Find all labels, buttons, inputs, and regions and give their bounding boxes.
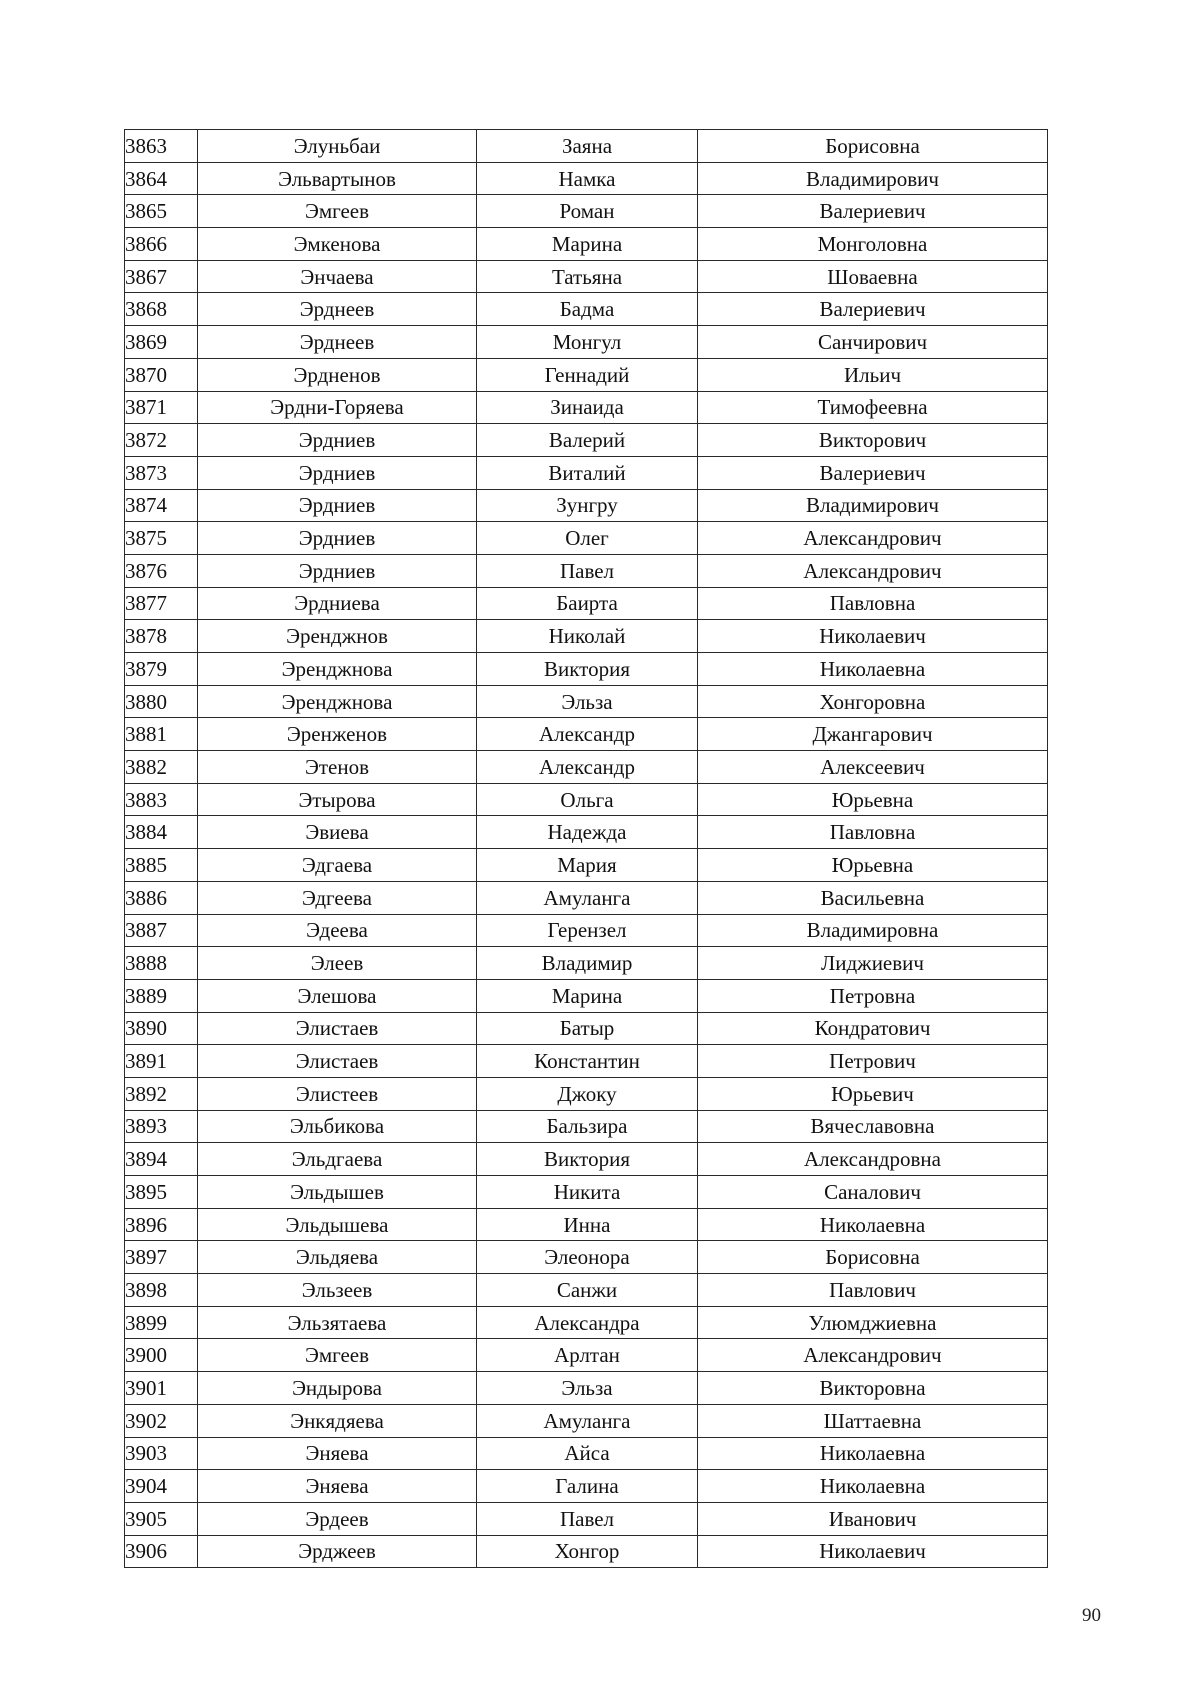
row-number-cell: 3900: [125, 1339, 198, 1372]
names-table: [124, 129, 1048, 1568]
last-name-cell: Эрдниев: [198, 424, 477, 457]
first-name-cell: Олег: [477, 522, 698, 555]
last-name-cell: Эндырова: [198, 1372, 477, 1405]
last-name-cell: Эльдышев: [198, 1176, 477, 1209]
last-name-cell: Эльвартынов: [198, 162, 477, 195]
first-name-cell: Амуланга: [477, 1404, 698, 1437]
first-name-cell: Александр: [477, 751, 698, 784]
first-name-cell: Виктория: [477, 1143, 698, 1176]
table-row: [125, 1176, 1048, 1209]
patronymic-cell: Алексеевич: [698, 751, 1048, 784]
table-row: [125, 947, 1048, 980]
last-name-cell: Этенов: [198, 751, 477, 784]
row-number-cell: 3867: [125, 260, 198, 293]
row-number-cell: 3901: [125, 1372, 198, 1405]
row-number-cell: 3895: [125, 1176, 198, 1209]
first-name-cell: Эльза: [477, 1372, 698, 1405]
row-number-cell: 3866: [125, 228, 198, 261]
patronymic-cell: Павловна: [698, 587, 1048, 620]
last-name-cell: Эльдяева: [198, 1241, 477, 1274]
last-name-cell: Эрдни-Горяева: [198, 391, 477, 424]
first-name-cell: Галина: [477, 1470, 698, 1503]
patronymic-cell: Тимофеевна: [698, 391, 1048, 424]
row-number-cell: 3873: [125, 456, 198, 489]
row-number-cell: 3902: [125, 1404, 198, 1437]
patronymic-cell: Шоваевна: [698, 260, 1048, 293]
first-name-cell: Джоку: [477, 1077, 698, 1110]
patronymic-cell: Владимирович: [698, 162, 1048, 195]
table-row: [125, 1077, 1048, 1110]
row-number-cell: 3882: [125, 751, 198, 784]
table-row: [125, 1045, 1048, 1078]
first-name-cell: Намка: [477, 162, 698, 195]
first-name-cell: Марина: [477, 228, 698, 261]
patronymic-cell: Николаевна: [698, 1437, 1048, 1470]
row-number-cell: 3863: [125, 130, 198, 163]
first-name-cell: Николай: [477, 620, 698, 653]
first-name-cell: Никита: [477, 1176, 698, 1209]
row-number-cell: 3872: [125, 424, 198, 457]
first-name-cell: Баирта: [477, 587, 698, 620]
first-name-cell: Герензел: [477, 914, 698, 947]
row-number-cell: 3893: [125, 1110, 198, 1143]
row-number-cell: 3880: [125, 685, 198, 718]
table-row: [125, 685, 1048, 718]
patronymic-cell: Владимирович: [698, 489, 1048, 522]
last-name-cell: Эдгаева: [198, 849, 477, 882]
first-name-cell: Батыр: [477, 1012, 698, 1045]
first-name-cell: Монгул: [477, 326, 698, 359]
page-number: 90: [1082, 1605, 1101, 1626]
row-number-cell: 3897: [125, 1241, 198, 1274]
row-number-cell: 3889: [125, 979, 198, 1012]
patronymic-cell: Санчирович: [698, 326, 1048, 359]
patronymic-cell: Петровна: [698, 979, 1048, 1012]
row-number-cell: 3885: [125, 849, 198, 882]
first-name-cell: Эльза: [477, 685, 698, 718]
last-name-cell: Эренджнов: [198, 620, 477, 653]
table-row: [125, 1404, 1048, 1437]
table-row: [125, 228, 1048, 261]
table-row: [125, 130, 1048, 163]
first-name-cell: Александра: [477, 1306, 698, 1339]
first-name-cell: Татьяна: [477, 260, 698, 293]
last-name-cell: Эренджнова: [198, 653, 477, 686]
first-name-cell: Валерий: [477, 424, 698, 457]
patronymic-cell: Николаевна: [698, 1208, 1048, 1241]
patronymic-cell: Петрович: [698, 1045, 1048, 1078]
table-row: [125, 195, 1048, 228]
patronymic-cell: Монголовна: [698, 228, 1048, 261]
row-number-cell: 3899: [125, 1306, 198, 1339]
first-name-cell: Роман: [477, 195, 698, 228]
row-number-cell: 3894: [125, 1143, 198, 1176]
row-number-cell: 3887: [125, 914, 198, 947]
patronymic-cell: Викторовна: [698, 1372, 1048, 1405]
table-row: [125, 522, 1048, 555]
row-number-cell: 3905: [125, 1502, 198, 1535]
patronymic-cell: Николаевна: [698, 653, 1048, 686]
row-number-cell: 3869: [125, 326, 198, 359]
first-name-cell: Бадма: [477, 293, 698, 326]
table-row: [125, 751, 1048, 784]
names-table-body: [125, 130, 1048, 1568]
row-number-cell: 3879: [125, 653, 198, 686]
last-name-cell: Эльдышева: [198, 1208, 477, 1241]
last-name-cell: Эрдненов: [198, 358, 477, 391]
patronymic-cell: Николаевич: [698, 1535, 1048, 1568]
patronymic-cell: Саналович: [698, 1176, 1048, 1209]
row-number-cell: 3904: [125, 1470, 198, 1503]
first-name-cell: Зунгру: [477, 489, 698, 522]
patronymic-cell: Иванович: [698, 1502, 1048, 1535]
row-number-cell: 3878: [125, 620, 198, 653]
row-number-cell: 3906: [125, 1535, 198, 1568]
last-name-cell: Элистеев: [198, 1077, 477, 1110]
table-row: [125, 489, 1048, 522]
last-name-cell: Эрдниев: [198, 456, 477, 489]
table-row: [125, 816, 1048, 849]
patronymic-cell: Ильич: [698, 358, 1048, 391]
patronymic-cell: Борисовна: [698, 1241, 1048, 1274]
last-name-cell: Эмгеев: [198, 195, 477, 228]
row-number-cell: 3874: [125, 489, 198, 522]
last-name-cell: Элуньбаи: [198, 130, 477, 163]
patronymic-cell: Юрьевна: [698, 783, 1048, 816]
first-name-cell: Хонгор: [477, 1535, 698, 1568]
patronymic-cell: Викторович: [698, 424, 1048, 457]
last-name-cell: Эняева: [198, 1470, 477, 1503]
row-number-cell: 3886: [125, 881, 198, 914]
row-number-cell: 3898: [125, 1274, 198, 1307]
patronymic-cell: Кондратович: [698, 1012, 1048, 1045]
table-row: [125, 1208, 1048, 1241]
row-number-cell: 3903: [125, 1437, 198, 1470]
patronymic-cell: Александрович: [698, 522, 1048, 555]
row-number-cell: 3892: [125, 1077, 198, 1110]
patronymic-cell: Шаттаевна: [698, 1404, 1048, 1437]
patronymic-cell: Валериевич: [698, 456, 1048, 489]
table-row: [125, 456, 1048, 489]
table-row: [125, 620, 1048, 653]
first-name-cell: Александр: [477, 718, 698, 751]
table-row: [125, 1110, 1048, 1143]
table-row: [125, 914, 1048, 947]
first-name-cell: Константин: [477, 1045, 698, 1078]
table-row: [125, 293, 1048, 326]
first-name-cell: Мария: [477, 849, 698, 882]
last-name-cell: Эмкенова: [198, 228, 477, 261]
first-name-cell: Надежда: [477, 816, 698, 849]
table-row: [125, 358, 1048, 391]
first-name-cell: Геннадий: [477, 358, 698, 391]
table-row: [125, 1372, 1048, 1405]
table-row: [125, 554, 1048, 587]
patronymic-cell: Вячеславовна: [698, 1110, 1048, 1143]
last-name-cell: Эльбикова: [198, 1110, 477, 1143]
table-row: [125, 1437, 1048, 1470]
last-name-cell: Эрдниев: [198, 489, 477, 522]
table-row: [125, 881, 1048, 914]
table-row: [125, 1470, 1048, 1503]
first-name-cell: Марина: [477, 979, 698, 1012]
last-name-cell: Эрдниева: [198, 587, 477, 620]
last-name-cell: Эрднеев: [198, 326, 477, 359]
row-number-cell: 3871: [125, 391, 198, 424]
first-name-cell: Арлтан: [477, 1339, 698, 1372]
first-name-cell: Айса: [477, 1437, 698, 1470]
last-name-cell: Эдеева: [198, 914, 477, 947]
last-name-cell: Элешова: [198, 979, 477, 1012]
row-number-cell: 3877: [125, 587, 198, 620]
row-number-cell: 3876: [125, 554, 198, 587]
last-name-cell: Эльзеев: [198, 1274, 477, 1307]
last-name-cell: Эльзятаева: [198, 1306, 477, 1339]
table-row: [125, 162, 1048, 195]
table-row: [125, 1535, 1048, 1568]
patronymic-cell: Джангарович: [698, 718, 1048, 751]
last-name-cell: Энкядяева: [198, 1404, 477, 1437]
row-number-cell: 3896: [125, 1208, 198, 1241]
patronymic-cell: Павлович: [698, 1274, 1048, 1307]
patronymic-cell: Валериевич: [698, 293, 1048, 326]
last-name-cell: Эмгеев: [198, 1339, 477, 1372]
table-row: [125, 587, 1048, 620]
last-name-cell: Элеев: [198, 947, 477, 980]
first-name-cell: Павел: [477, 1502, 698, 1535]
table-row: [125, 424, 1048, 457]
last-name-cell: Эдгеева: [198, 881, 477, 914]
table-row: [125, 1143, 1048, 1176]
last-name-cell: Энчаева: [198, 260, 477, 293]
row-number-cell: 3884: [125, 816, 198, 849]
table-row: [125, 1241, 1048, 1274]
table-row: [125, 849, 1048, 882]
first-name-cell: Зинаида: [477, 391, 698, 424]
patronymic-cell: Владимировна: [698, 914, 1048, 947]
last-name-cell: Эрднеев: [198, 293, 477, 326]
row-number-cell: 3868: [125, 293, 198, 326]
table-row: [125, 260, 1048, 293]
patronymic-cell: Павловна: [698, 816, 1048, 849]
last-name-cell: Элистаев: [198, 1045, 477, 1078]
row-number-cell: 3891: [125, 1045, 198, 1078]
table-row: [125, 653, 1048, 686]
first-name-cell: Виктория: [477, 653, 698, 686]
table-row: [125, 1012, 1048, 1045]
last-name-cell: Этырова: [198, 783, 477, 816]
first-name-cell: Санжи: [477, 1274, 698, 1307]
last-name-cell: Эльдгаева: [198, 1143, 477, 1176]
patronymic-cell: Хонгоровна: [698, 685, 1048, 718]
first-name-cell: Виталий: [477, 456, 698, 489]
last-name-cell: Эрдниев: [198, 554, 477, 587]
last-name-cell: Эняева: [198, 1437, 477, 1470]
patronymic-cell: Борисовна: [698, 130, 1048, 163]
first-name-cell: Заяна: [477, 130, 698, 163]
row-number-cell: 3881: [125, 718, 198, 751]
table-row: [125, 783, 1048, 816]
first-name-cell: Амуланга: [477, 881, 698, 914]
last-name-cell: Эренджнова: [198, 685, 477, 718]
table-row: [125, 391, 1048, 424]
first-name-cell: Элеонора: [477, 1241, 698, 1274]
patronymic-cell: Улюмджиевна: [698, 1306, 1048, 1339]
row-number-cell: 3890: [125, 1012, 198, 1045]
patronymic-cell: Николаевна: [698, 1470, 1048, 1503]
patronymic-cell: Александровна: [698, 1143, 1048, 1176]
first-name-cell: Инна: [477, 1208, 698, 1241]
patronymic-cell: Юрьевич: [698, 1077, 1048, 1110]
first-name-cell: Ольга: [477, 783, 698, 816]
table-row: [125, 326, 1048, 359]
table-row: [125, 979, 1048, 1012]
last-name-cell: Эренженов: [198, 718, 477, 751]
last-name-cell: Эрджеев: [198, 1535, 477, 1568]
last-name-cell: Эрдниев: [198, 522, 477, 555]
patronymic-cell: Васильевна: [698, 881, 1048, 914]
patronymic-cell: Лиджиевич: [698, 947, 1048, 980]
row-number-cell: 3864: [125, 162, 198, 195]
first-name-cell: Павел: [477, 554, 698, 587]
row-number-cell: 3875: [125, 522, 198, 555]
patronymic-cell: Александрович: [698, 1339, 1048, 1372]
patronymic-cell: Валериевич: [698, 195, 1048, 228]
last-name-cell: Эрдеев: [198, 1502, 477, 1535]
table-row: [125, 1502, 1048, 1535]
table-row: [125, 1306, 1048, 1339]
first-name-cell: Владимир: [477, 947, 698, 980]
row-number-cell: 3888: [125, 947, 198, 980]
patronymic-cell: Николаевич: [698, 620, 1048, 653]
table-row: [125, 718, 1048, 751]
patronymic-cell: Александрович: [698, 554, 1048, 587]
last-name-cell: Эвиева: [198, 816, 477, 849]
table-row: [125, 1274, 1048, 1307]
patronymic-cell: Юрьевна: [698, 849, 1048, 882]
last-name-cell: Элистаев: [198, 1012, 477, 1045]
first-name-cell: Бальзира: [477, 1110, 698, 1143]
row-number-cell: 3865: [125, 195, 198, 228]
row-number-cell: 3883: [125, 783, 198, 816]
row-number-cell: 3870: [125, 358, 198, 391]
table-row: [125, 1339, 1048, 1372]
